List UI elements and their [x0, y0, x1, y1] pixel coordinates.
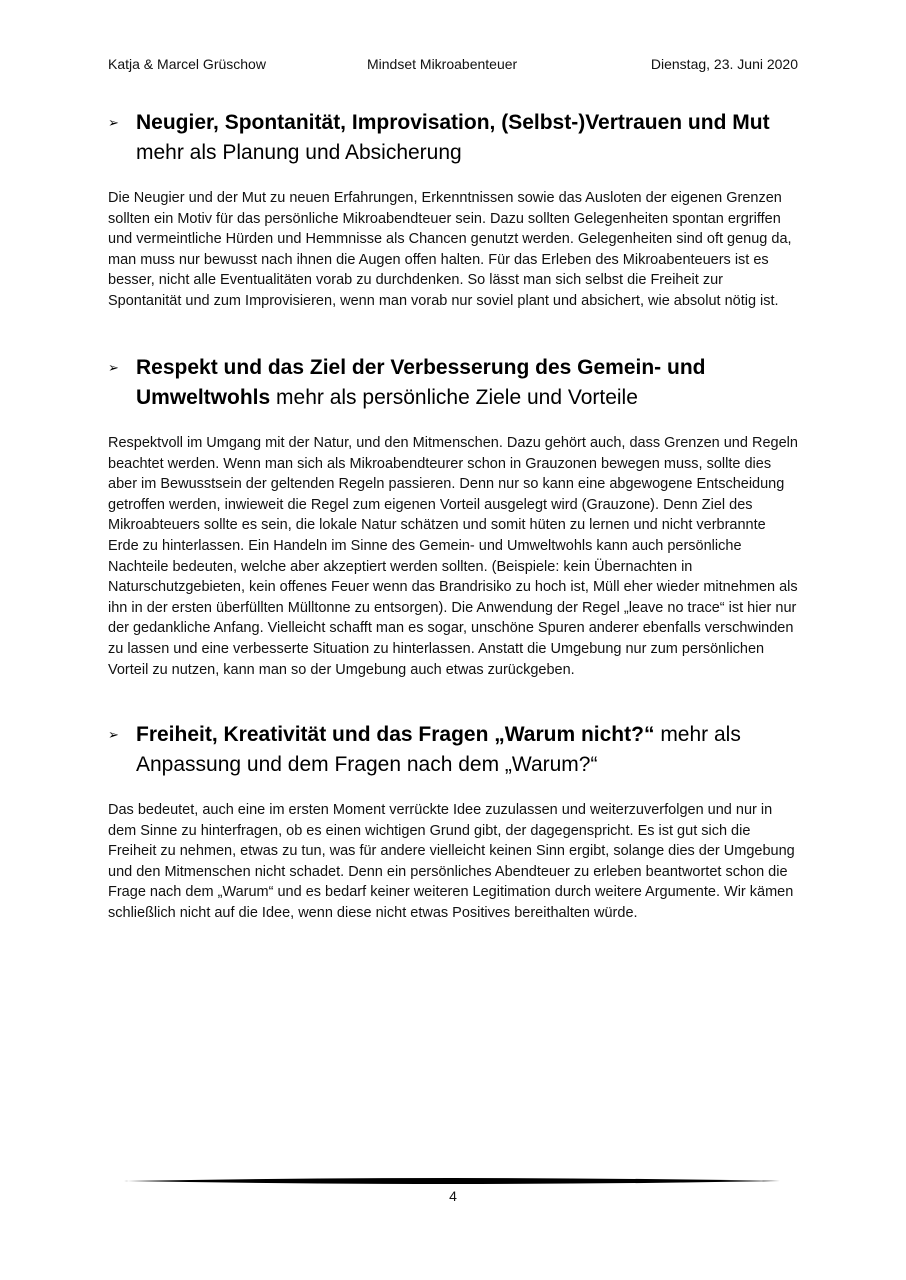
heading-rest: mehr als Anpassung und dem Fragen nach dem „Warum?“ — [136, 723, 741, 776]
header-date: Dienstag, 23. Juni 2020 — [650, 56, 798, 72]
arrow-bullet-icon: ➢ — [108, 115, 119, 130]
footer-divider — [124, 1176, 780, 1186]
section-heading — [108, 108, 800, 168]
section-curiosity — [108, 108, 800, 312]
section-heading — [108, 353, 800, 413]
arrow-bullet-icon: ➢ — [108, 727, 119, 742]
arrow-bullet-icon: ➢ — [108, 360, 119, 375]
header-authors: Katja & Marcel Grüschow — [108, 56, 266, 72]
section-respect — [108, 353, 800, 680]
page-number: 4 — [449, 1188, 457, 1204]
heading-bold: Respekt und das Ziel der Verbesserung des Gemein- und Umweltwohls — [136, 356, 706, 409]
section-paragraph: Respektvoll im Umgang mit der Natur, und den Mitmenschen. Dazu gehört auch, dass Grenzen und Regeln beachtet werden. Wenn man sich als Mikroabendteurer schon in Grauzonen bewegen muss, sollte dies aber im Bewusstsein der geltenden Regeln passieren. Denn nur so kann eine abgewogene Entscheidung getroffen werden, inwieweit die Regel zum eigenen Vorteil ausgelegt wird (Grauzone). Denn Ziel des Mikroabteuers sollte es sein, die lokale Natur schätzen und somit hüten zu lernen und nicht verbrannte Erde zu hinterlassen. Ein Handeln im Sinne des Gemein- und Umweltwohls kann auch persönliche Nachteile bedeuten, welche aber akzeptiert werden sollten. (Beispiele: kein Übernachten in Naturschutzgebieten, kein offenes Feuer wenn das Brandrisiko zu hoch ist, Müll eher wieder mitnehmen als ihn in der ersten überfüllten Mülltonne zu entsorgen). Die Anwendung der Regel „leave no trace“ ist hier nur der gedankliche Anfang. Vielleicht schafft man es sogar, unschöne Spuren anderer ebenfalls verschwinden zu lassen und eine verbesserte Situation zu hinterlassen. Anstatt die Umgebung nur zum persönlichen Vorteil zu nutzen, kann man so der Umgebung auch etwas zurückgeben. — [108, 435, 798, 678]
section-heading — [108, 720, 800, 780]
section-paragraph: Die Neugier und der Mut zu neuen Erfahrungen, Erkenntnissen sowie das Ausloten der eigenen Grenzen sollten ein Motiv für das persönliche Mikroabendteuer sein. Dazu sollten Gelegenheiten spontan ergriffen und vermeintliche Hürden und Hemmnisse als Chancen genutzt werden. Gelegenheiten sind oft genug da, man muss nur bewusst nach ihnen die Augen offen halten. Für das Erleben des Mikroabenteuers ist es besser, nicht alle Eventualitäten vorab zu durchdenken. So lässt man sich selbst die Freiheit zur Spontanität und zum Improvisieren, wenn man vorab nur soviel plant und absichert, wie absolut nötig ist. — [108, 190, 792, 309]
section-paragraph: Das bedeutet, auch eine im ersten Moment verrückte Idee zuzulassen und weiterzuverfolgen und nur in dem Sinne zu hinterfragen, ob es einen wichtigen Grund gibt, der dagegenspricht. Es ist gut sich die Freiheit zu nehmen, etwas zu tun, was für andere vielleicht keinen Sinn ergibt, solange dies der Umgebung und den Mitmenschen nicht schadet. Denn ein persönliches Abendteuer zu erleben beantwortet schon die Frage nach dem „Warum“ und es bedarf keiner weiteren Legitimation durch weitere Argumente. Wir kämen schließlich nicht auf die Idee, wenn diese nicht etwas Positives bereithalten würde. — [108, 802, 795, 921]
section-freedom — [108, 720, 800, 924]
heading-rest: mehr als persönliche Ziele und Vorteile — [276, 386, 638, 409]
heading-bold: Freiheit, Kreativität und das Fragen „Warum nicht?“ — [136, 723, 655, 746]
heading-bold: Neugier, Spontanität, Improvisation, (Selbst-)Vertrauen und Mut — [136, 111, 770, 134]
heading-rest: mehr als Planung und Absicherung — [136, 141, 462, 164]
header-title: Mindset Mikroabenteuer — [367, 56, 518, 72]
